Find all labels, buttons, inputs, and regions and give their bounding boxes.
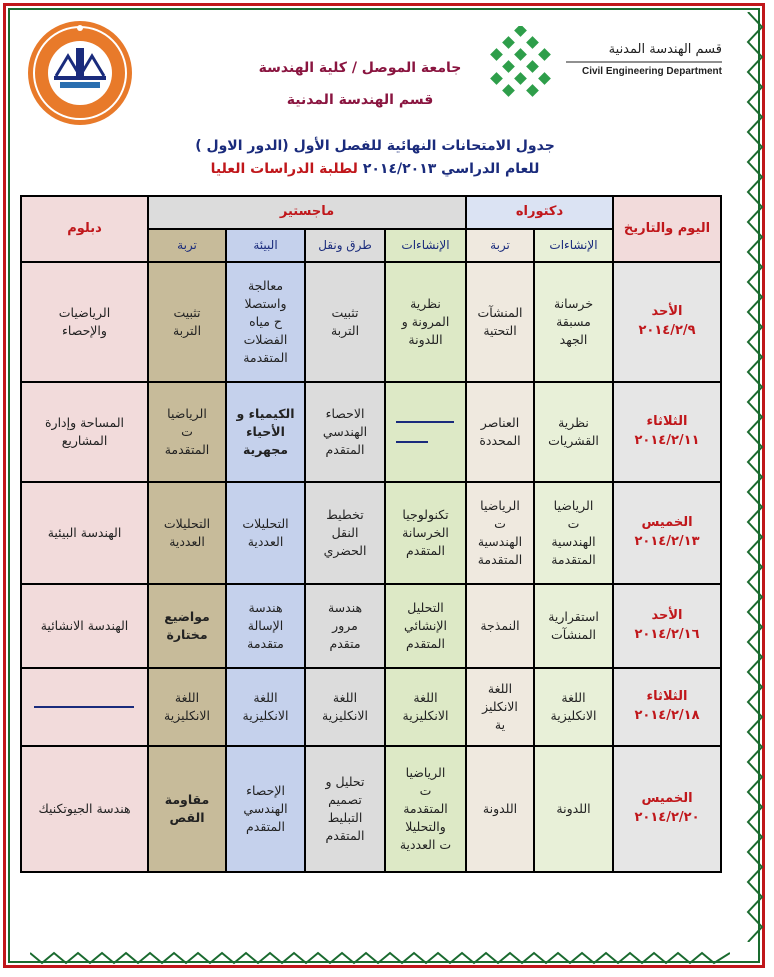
exam-cell: هندسة مرور متقدم bbox=[306, 585, 384, 667]
subheader-master-soil: تربة bbox=[149, 230, 225, 261]
exam-cell: اللغة الانكليزية bbox=[149, 669, 225, 745]
day-cell: الثلاثاء ٢٠١٤/٢/١٨ bbox=[614, 669, 720, 745]
exam-cell: الاحصاء الهندسي المتقدم bbox=[306, 383, 384, 481]
student-category: لطلبة الدراسات العليا bbox=[210, 161, 358, 177]
dash-line bbox=[34, 706, 134, 708]
subheader-master-construction: الإنشاءات bbox=[386, 230, 465, 261]
subheader-doctorate-soil: تربة bbox=[467, 230, 533, 261]
exam-cell: نظرية المرونة و اللدونة bbox=[386, 263, 465, 381]
exam-cell: العناصر المحددة bbox=[467, 383, 533, 481]
university-name: جامعة الموصل / كلية الهندسة bbox=[258, 60, 462, 76]
exam-cell: مواضيع مختارة bbox=[149, 585, 225, 667]
exam-cell: التحليلات العددية bbox=[227, 483, 304, 583]
zigzag-border-bottom bbox=[30, 951, 730, 965]
document-subtitle bbox=[150, 161, 600, 177]
exam-cell: المساحة وإدارة المشاريع bbox=[22, 383, 147, 481]
subheader-doctorate-construction: الإنشاءات bbox=[535, 230, 612, 261]
exam-cell: خرسانة مسبقة الجهد bbox=[535, 263, 612, 381]
department-logo-mark bbox=[486, 26, 726, 102]
exam-cell: هندسة الإسالة متقدمة bbox=[227, 585, 304, 667]
exam-cell: الكيمياء و الأحياء مجهرية bbox=[227, 383, 304, 481]
document-title: جدول الامتحانات النهائية للفصل الأول (الدور الاول ) bbox=[195, 138, 555, 154]
empty-slot-dash bbox=[386, 383, 465, 481]
day-cell: الأحد ٢٠١٤/٢/١٦ bbox=[614, 585, 720, 667]
exam-cell: هندسة الجيوتكنيك bbox=[22, 747, 147, 871]
exam-cell: الرياضيا ت المتقدمة والتحليلا ت العددية bbox=[386, 747, 465, 871]
academic-year: للعام الدراسي ٢٠١٤/٢٠١٣ bbox=[362, 161, 540, 177]
day-cell: الثلاثاء ٢٠١٤/٢/١١ bbox=[614, 383, 720, 481]
header-diploma: دبلوم bbox=[22, 197, 147, 261]
exam-cell: اللغة الانكليز ية bbox=[467, 669, 533, 745]
dash-line bbox=[396, 421, 454, 423]
department-logo-arabic: قسم الهندسة المدنية bbox=[608, 42, 722, 57]
exam-cell: تحليل و تصميم التبليط المتقدم bbox=[306, 747, 384, 871]
zigzag-border-right bbox=[746, 12, 764, 942]
exam-cell: الرياضيا ت الهندسية المتقدمة bbox=[467, 483, 533, 583]
exam-cell: الهندسة الانشائية bbox=[22, 585, 147, 667]
exam-cell: معالجة واستصلا ح مياه الفضلات المتقدمة bbox=[227, 263, 304, 381]
exam-cell: الرياضيات والإحصاء bbox=[22, 263, 147, 381]
exam-cell: اللغة الانكليزية bbox=[535, 669, 612, 745]
dash-line bbox=[396, 441, 428, 443]
exam-cell: التحليل الإنشائي المتقدم bbox=[386, 585, 465, 667]
exam-cell: الهندسة البيئية bbox=[22, 483, 147, 583]
day-cell: الأحد ٢٠١٤/٢/٩ bbox=[614, 263, 720, 381]
exam-cell: نظرية القشريات bbox=[535, 383, 612, 481]
subheader-master-transport: طرق ونقل bbox=[306, 230, 384, 261]
exam-cell: اللدونة bbox=[535, 747, 612, 871]
college-seal-logo bbox=[20, 18, 140, 128]
exam-cell: مقاومة القص bbox=[149, 747, 225, 871]
exam-cell: تخطيط النقل الحضري bbox=[306, 483, 384, 583]
day-cell: الخميس ٢٠١٤/٢/١٣ bbox=[614, 483, 720, 583]
header-doctorate: دكتوراه bbox=[467, 197, 612, 228]
exam-cell: اللدونة bbox=[467, 747, 533, 871]
department-logo-english: Civil Engineering Department bbox=[581, 66, 722, 77]
exam-cell: اللغة الانكليزية bbox=[227, 669, 304, 745]
exam-cell: تكنولوجيا الخرسانة المتقدم bbox=[386, 483, 465, 583]
exam-cell: التحليلات العددية bbox=[149, 483, 225, 583]
exam-cell: اللغة الانكليزية bbox=[386, 669, 465, 745]
exam-cell: تثبيت التربة bbox=[306, 263, 384, 381]
day-cell: الخميس ٢٠١٤/٢/٢٠ bbox=[614, 747, 720, 871]
header-master: ماجستير bbox=[149, 197, 465, 228]
empty-slot-dash bbox=[22, 669, 147, 745]
exam-cell: تثبيت التربة bbox=[149, 263, 225, 381]
exam-cell: الإحصاء الهندسي المتقدم bbox=[227, 747, 304, 871]
header-day-date: اليوم والتاريخ bbox=[614, 197, 720, 261]
subheader-master-environment: البيئة bbox=[227, 230, 304, 261]
exam-cell: الرياضيا ت المتقدمة bbox=[149, 383, 225, 481]
exam-cell: اللغة الانكليزية bbox=[306, 669, 384, 745]
exam-cell: المنشآت التحتية bbox=[467, 263, 533, 381]
exam-cell: استقرارية المنشآت bbox=[535, 585, 612, 667]
exam-cell: النمذجة bbox=[467, 585, 533, 667]
department-name: قسم الهندسة المدنية bbox=[286, 92, 434, 108]
exam-schedule-table bbox=[20, 195, 722, 873]
exam-cell: الرياضيا ت الهندسية المتقدمة bbox=[535, 483, 612, 583]
